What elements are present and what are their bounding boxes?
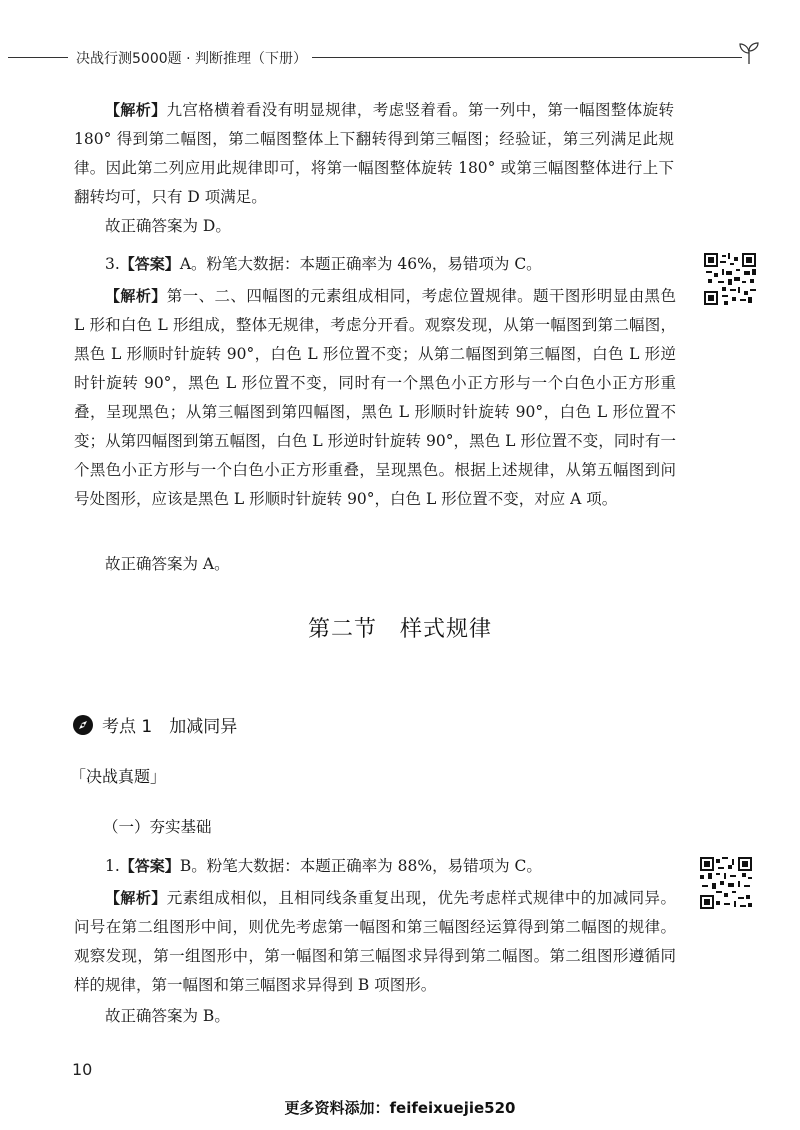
analysis-text: 元素组成相似，且相同线条重复出现，优先考虑样式规律中的加减同异。问号在第二组图形中间，则优先考虑第一幅图和第三幅图经运算得到第二幅图的规律。观察发现，第一组图形中，第一幅图和第三幅图求异得到第二幅图。第二组图形遵循同样的规律，第一幅图和第三幅图求异得到 B 项图形。 xyxy=(74,889,676,994)
analysis-paragraph xyxy=(74,884,676,1000)
analysis-tag: 【解析】 xyxy=(105,287,167,305)
answer-conclusion-text: 故正确答案为 D。 xyxy=(105,217,231,235)
analysis-tag: 【解析】 xyxy=(105,101,167,119)
answer-conclusion xyxy=(74,212,674,241)
key-point-heading xyxy=(72,712,237,738)
page-number: 10 xyxy=(72,1060,93,1079)
analysis-tag: 【解析】 xyxy=(105,889,167,907)
answer-conclusion xyxy=(74,1002,674,1031)
answer-conclusion-text: 故正确答案为 B。 xyxy=(105,1007,230,1025)
sprout-icon xyxy=(736,40,762,66)
answer-tag: 【答案】 xyxy=(119,255,180,273)
analysis-text: 九宫格横着看没有明显规律，考虑竖着看。第一列中，第一幅图整体旋转 180° 得到第二幅图，第二幅图整体上下翻转得到第三幅图；经验证，第三列满足此规律。因此第二列应用此规律即可，将第一幅图整体旋转 180° 或第三幅图整体进行上下翻转均可，只有 D 项满足。 xyxy=(74,101,674,206)
header-title: 决战行测5000题 · 判断推理（下册） xyxy=(76,51,307,67)
qr-code-icon xyxy=(700,857,752,909)
header-rule-left xyxy=(8,57,68,58)
answer-text: B。粉笔大数据：本题正确率为 88%，易错项为 C。 xyxy=(179,857,542,875)
answer-line xyxy=(74,250,674,279)
question-number: 3. xyxy=(105,255,120,273)
answer-tag: 【答案】 xyxy=(119,857,180,875)
answer-text: A。粉笔大数据：本题正确率为 46%，易错项为 C。 xyxy=(179,255,542,273)
answer-line xyxy=(74,852,674,881)
footer-note: 更多资料添加：feifeixuejie520 xyxy=(284,1099,516,1117)
analysis-paragraph xyxy=(74,96,674,212)
qr-code-icon xyxy=(704,253,756,305)
question-number: 1. xyxy=(105,857,120,875)
answer-conclusion-text: 故正确答案为 A。 xyxy=(105,555,230,573)
analysis-paragraph xyxy=(74,282,676,514)
real-exam-heading: 「决战真题」 xyxy=(70,767,167,786)
analysis-text: 第一、二、四幅图的元素组成相同，考虑位置规律。题干图形明显由黑色 L 形和白色 L 形组成，整体无规律，考虑分开看。观察发现，从第一幅图到第二幅图，黑色 L 形顺时针旋转 90°，白色 L 形位置不变；从第二幅图到第三幅图，白色 L 形逆时针旋转 90°，黑色 L 形位置不变，同时有一个黑色小正方形与一个白色小正方形重叠，呈现黑色；从第三幅图到第四幅图，黑色 L 形顺时针旋转 90°，白色 L 形位置不变；从第四幅图到第五幅图，白色 L 形逆时针旋转 90°，黑色 L 形位置不变，同时有一个黑色小正方形与一个白色小正方形重叠，呈现黑色。根据上述规律，从第五幅图到问号处图形，应该是黑色 L 形顺时针旋转 90°，白色 L 形位置不变，对应 A 项。 xyxy=(74,287,676,508)
sub-heading: （一）夯实基础 xyxy=(103,818,212,836)
section-title: 第二节 样式规律 xyxy=(307,617,492,642)
answer-conclusion xyxy=(74,550,674,579)
running-header xyxy=(0,38,800,78)
compass-badge-icon xyxy=(72,714,94,736)
header-rule-right xyxy=(312,57,742,58)
key-point-text: 考点 1 加减同异 xyxy=(102,717,238,737)
